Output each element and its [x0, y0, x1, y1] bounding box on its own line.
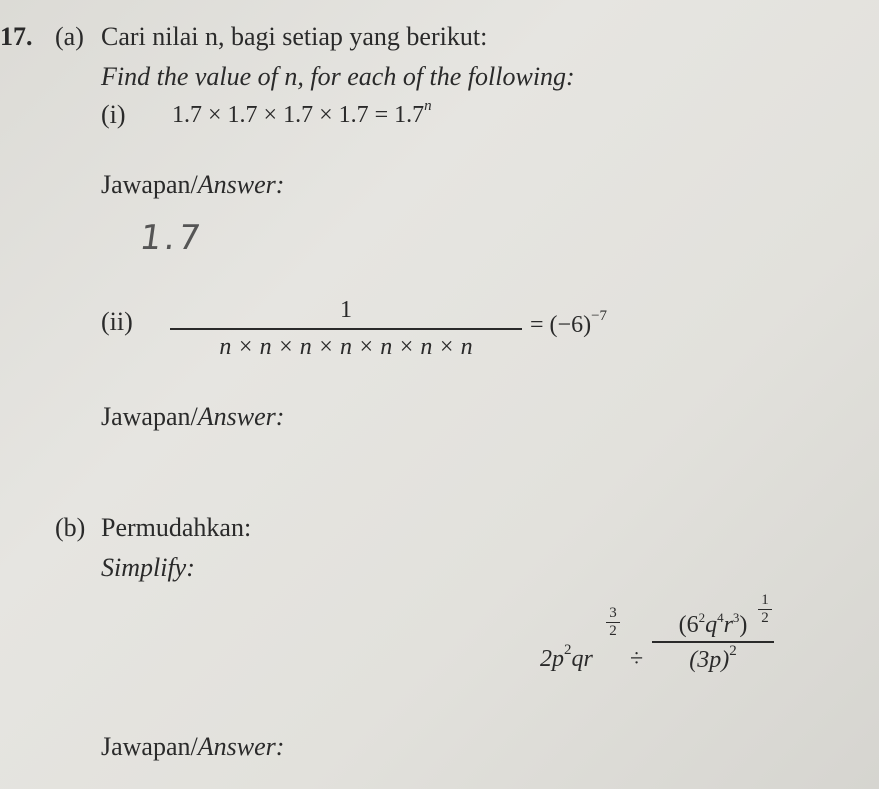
sub-ii-denominator: n × n × n × n × n × n × n — [219, 334, 473, 360]
expr-qr: qr — [571, 646, 593, 672]
num-close: ) — [739, 612, 748, 638]
expression-left — [540, 642, 593, 673]
expr-outer-exponent — [758, 592, 772, 627]
part-a-instruction-en: Find the value of n, for each of the following: — [101, 62, 575, 91]
sub-ii-answer-label — [101, 402, 284, 432]
sub-ii-label: (ii) — [101, 307, 133, 336]
fraction-bar — [170, 328, 522, 330]
sub-i-label: (i) — [101, 100, 126, 129]
answer-label-ms: Jawapan/ — [101, 170, 198, 199]
sub-ii-rhs-exponent: −7 — [591, 308, 608, 324]
sub-i-exponent: n — [424, 98, 432, 114]
sub-i-answer-label — [101, 170, 284, 200]
question-number: 17. — [0, 22, 33, 51]
num-open: (6 — [678, 612, 699, 638]
den-text: (3p) — [689, 647, 730, 673]
expr-numerator — [679, 612, 748, 639]
expr-r-exponent — [606, 605, 620, 640]
r-exp-den: 2 — [609, 623, 617, 639]
den-exp: 2 — [729, 643, 737, 659]
sub-ii-fraction — [170, 297, 522, 361]
part-a-instruction-ms: Cari nilai n, bagi setiap yang berikut: — [101, 22, 488, 51]
answer-label-en: Answer: — [197, 402, 285, 431]
part-b-instruction-ms: Permudahkan: — [101, 513, 252, 542]
expr-p-exp: 2 — [564, 642, 572, 658]
sub-ii-rhs-text: = (−6) — [530, 312, 592, 338]
expr-fraction — [652, 612, 774, 674]
sub-ii-numerator: 1 — [340, 297, 352, 323]
answer-label-ms: Jawapan/ — [101, 402, 198, 431]
expr-denominator — [689, 643, 737, 674]
answer-label-en: Answer: — [197, 170, 285, 199]
num-r-exp: 3 — [732, 610, 740, 625]
part-b-answer-label — [101, 732, 284, 762]
part-b-instruction-en: Simplify: — [101, 553, 195, 582]
part-b-label: (b) — [55, 513, 86, 542]
answer-label-en: Answer: — [197, 732, 285, 761]
num-q: q — [705, 612, 718, 638]
outer-exp-den: 2 — [761, 610, 769, 626]
handwritten-answer-i: 1.7 — [137, 218, 206, 258]
num-q-exp: 4 — [717, 610, 724, 625]
sub-i-equation — [172, 98, 432, 129]
expr-2p: 2p — [540, 646, 564, 672]
num-r: r — [723, 612, 733, 638]
num-6-exp: 2 — [698, 610, 706, 625]
answer-label-ms: Jawapan/ — [101, 732, 198, 761]
sub-ii-rhs — [530, 308, 608, 339]
divide-sign: ÷ — [630, 646, 644, 672]
part-a-label: (a) — [55, 22, 84, 51]
expr-fraction-bar — [652, 641, 774, 643]
r-exp-num: 3 — [609, 605, 617, 621]
sub-i-equation-text: 1.7 × 1.7 × 1.7 × 1.7 = 1.7 — [172, 102, 425, 128]
outer-exp-num: 1 — [761, 592, 769, 608]
